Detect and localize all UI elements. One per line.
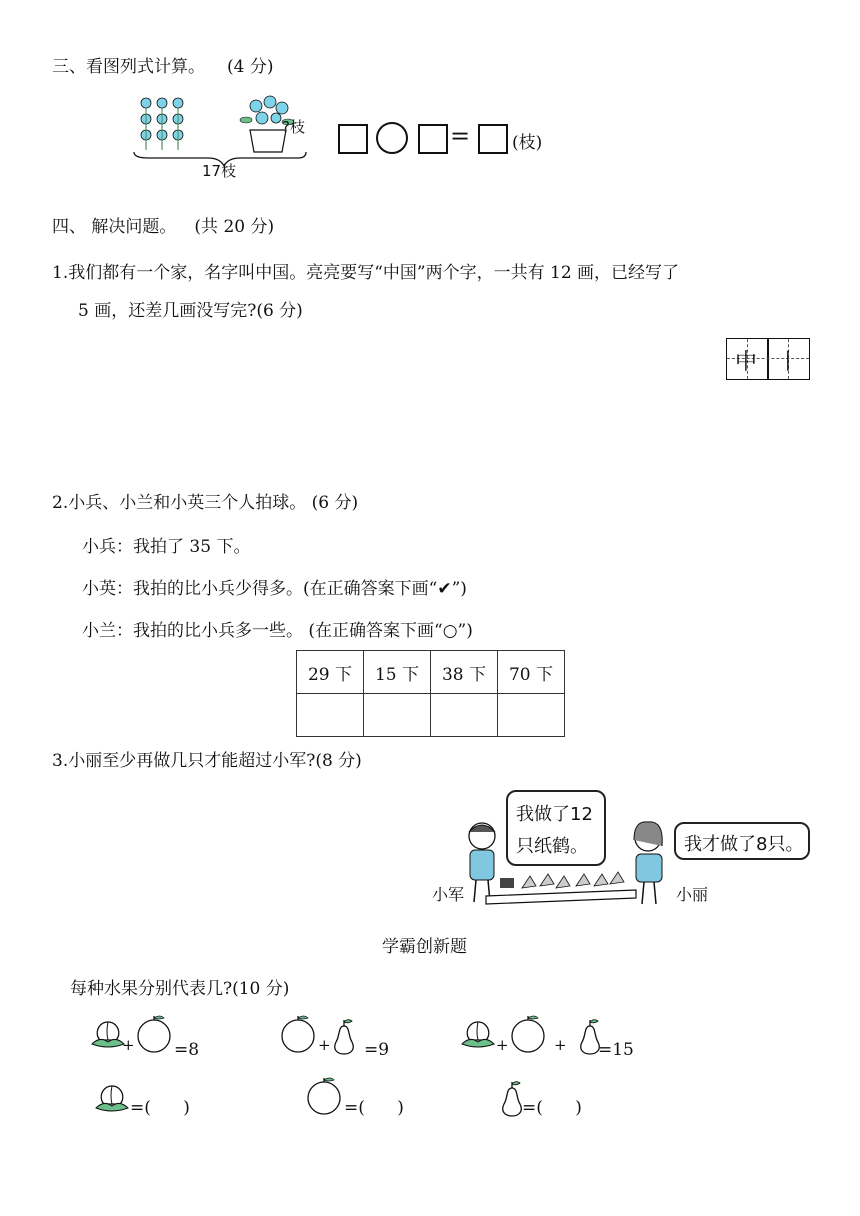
name-li: 小丽 <box>676 885 709 904</box>
peach-answer-blank[interactable]: =( ) <box>130 1098 190 1118</box>
boy-icon <box>469 823 495 902</box>
table-option-1: 29 下 <box>297 651 364 694</box>
table-mark-cell-1[interactable] <box>297 694 364 737</box>
plus-sign: + <box>318 1036 331 1054</box>
pear-icon <box>330 1018 358 1056</box>
q2-line-lan: 小兰：我拍的比小兵多一些。 (在正确答案下画“○”) <box>82 621 473 641</box>
orange-icon <box>134 1014 174 1054</box>
answer-box-2[interactable] <box>418 124 448 154</box>
bonus-title: 学霸创新题 <box>382 937 467 957</box>
q1-line1: 1.我们都有一个家，名字叫中国。亮亮要写“中国”两个字，一共有 12 画，已经写了 <box>52 263 680 283</box>
eq2-result: =9 <box>364 1040 390 1060</box>
name-jun: 小军 <box>432 885 465 904</box>
bonus-question: 每种水果分别代表几?(10 分) <box>70 979 290 999</box>
section4-heading: 四、 解决问题。 (共 20 分) <box>52 217 275 237</box>
eq1-result: =8 <box>174 1040 200 1060</box>
pear-answer-blank[interactable]: =( ) <box>522 1098 582 1118</box>
li-speech-bubble <box>674 822 810 860</box>
table-option-2: 15 下 <box>364 651 431 694</box>
q2-answer-table <box>296 650 565 737</box>
orange-icon <box>304 1076 344 1116</box>
flowers-question-label: ?枝 <box>282 118 305 136</box>
table-mark-cell-4[interactable] <box>498 694 565 737</box>
answer-box-1[interactable] <box>338 124 368 154</box>
plus-sign: + <box>496 1036 509 1054</box>
table-mark-cell-3[interactable] <box>431 694 498 737</box>
equals-sign: = <box>450 122 471 150</box>
peach-icon <box>460 1018 496 1048</box>
plus-sign: + <box>554 1036 567 1054</box>
table-with-cranes-icon <box>486 872 636 904</box>
eq3-result: =15 <box>598 1040 634 1060</box>
q2-line-ying: 小英：我拍的比小兵少得多。(在正确答案下画“✔”) <box>82 579 467 599</box>
table-option-4: 70 下 <box>498 651 565 694</box>
li-speech-text: 我才做了8只。 <box>684 834 804 855</box>
flowers-total-label: 17枝 <box>202 162 237 180</box>
writing-grid <box>726 338 810 380</box>
jun-speech-line1: 我做了12 <box>516 804 593 825</box>
q3-title: 3.小丽至少再做几只才能超过小军?(8 分) <box>52 751 362 771</box>
orange-icon <box>508 1014 548 1054</box>
grid-char-2: 丨 <box>777 350 800 375</box>
flower-bunch-icon <box>141 98 183 150</box>
operator-circle[interactable] <box>376 122 408 154</box>
jun-speech-line2: 只纸鹤。 <box>516 836 588 857</box>
answer-box-3[interactable] <box>478 124 508 154</box>
grid-char-1: 中 <box>735 350 758 375</box>
q1-line2: 5 画，还差几画没写完?(6 分) <box>78 301 303 321</box>
girl-icon <box>634 822 662 904</box>
paper-crane-scene <box>456 816 676 912</box>
section3-heading: 三、看图列式计算。 (4 分) <box>52 57 274 77</box>
peach-icon <box>90 1018 126 1048</box>
unit-label: (枝) <box>512 133 543 153</box>
table-option-3: 38 下 <box>431 651 498 694</box>
q2-title: 2.小兵、小兰和小英三个人拍球。 (6 分) <box>52 493 359 513</box>
orange-answer-blank[interactable]: =( ) <box>344 1098 404 1118</box>
plus-sign: + <box>122 1036 135 1054</box>
peach-icon <box>94 1082 130 1112</box>
q2-line-bing: 小兵：我拍了 35 下。 <box>82 537 251 557</box>
orange-icon <box>278 1014 318 1054</box>
table-mark-cell-2[interactable] <box>364 694 431 737</box>
